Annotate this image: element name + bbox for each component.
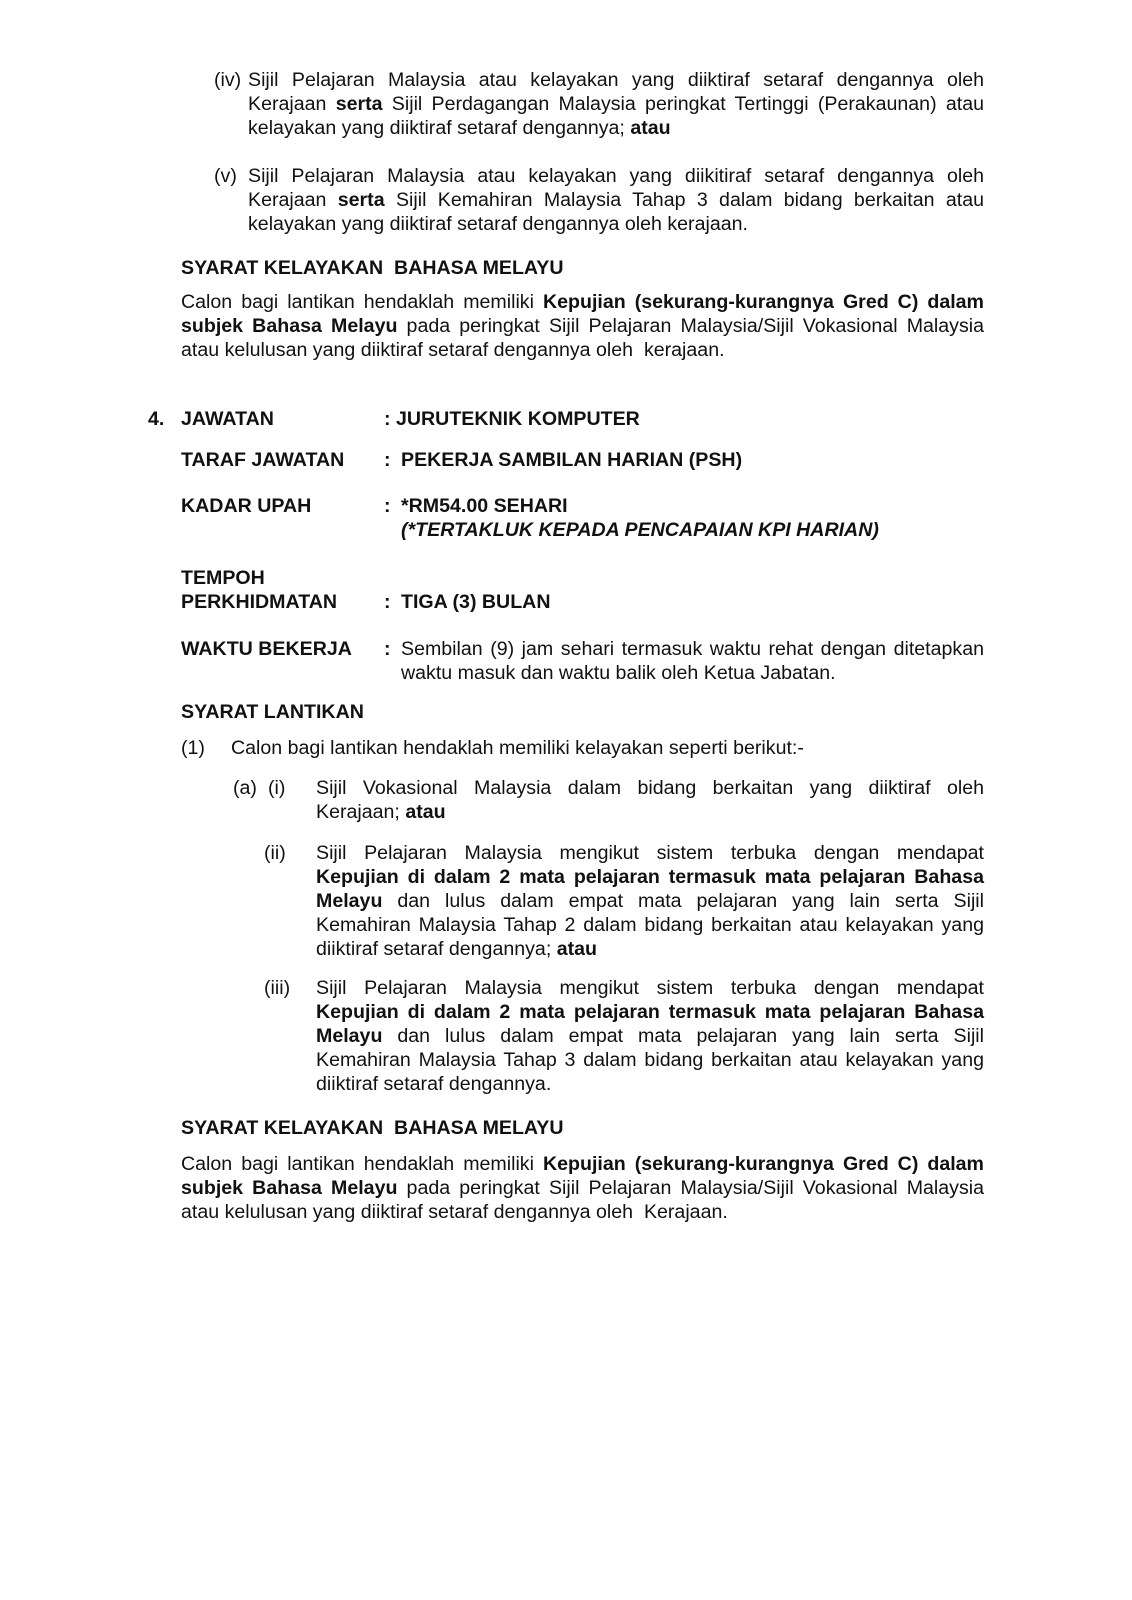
text-run: Sijil Perdagangan Malaysia peringkat Tertinggi (Perakaunan) atau kelayakan yang diiktiraf setaraf dengannya; bbox=[248, 93, 984, 139]
bold-run: atau bbox=[556, 938, 598, 960]
bold-run: atau bbox=[405, 801, 446, 823]
bold-run: serta bbox=[337, 189, 385, 211]
bold-run: serta bbox=[335, 93, 383, 115]
text-run: Calon bagi lantikan hendaklah memiliki bbox=[181, 291, 543, 313]
kadar-label: KADAR UPAH bbox=[181, 495, 312, 517]
text-run: Sijil Kemahiran Malaysia Tahap 3 dalam bidang berkaitan atau kelayakan yang diiktiraf setaraf dengannya oleh kerajaan. bbox=[248, 189, 984, 235]
sub-item-iii-marker: (iii) bbox=[264, 977, 291, 999]
text-run: Sijil Pelajaran Malaysia mengikut sistem terbuka dengan mendapat bbox=[316, 842, 984, 864]
section-number: 4. bbox=[148, 408, 165, 430]
text-run: Calon bagi lantikan hendaklah memiliki bbox=[181, 1153, 543, 1175]
text-run: dan lulus dalam empat mata pelajaran yang lain serta Sijil Kemahiran Malaysia Tahap 3 dalam bidang berkaitan atau kelayakan yang diiktiraf setaraf dengannya. bbox=[316, 1025, 984, 1095]
bm-paragraph-1 bbox=[181, 290, 990, 362]
item-1-marker: (1) bbox=[181, 737, 205, 759]
sub-item-ii-marker: (ii) bbox=[264, 842, 286, 864]
tempoh-label-line2: PERKHIDMATAN bbox=[181, 591, 338, 613]
kadar-note: (*TERTAKLUK KEPADA PENCAPAIAN KPI HARIAN) bbox=[401, 519, 879, 541]
waktu-value: Sembilan (9) jam sehari termasuk waktu rehat dengan ditetapkan waktu masuk dan waktu balik oleh Ketua Jabatan. bbox=[401, 638, 984, 684]
bold-run: Kepujian di dalam 2 mata pelajaran termasuk mata pelajaran Bahasa Melayu bbox=[316, 1001, 984, 1047]
list-marker-v: (v) bbox=[214, 165, 237, 187]
kadar-value: *RM54.00 SEHARI bbox=[401, 495, 568, 517]
text-run: Sijil Pelajaran Malaysia atau kelayakan yang diiktiraf setaraf dengannya oleh Kerajaan bbox=[248, 69, 984, 115]
sub-item-i-text bbox=[316, 776, 984, 824]
jawatan-value: : JURUTEKNIK KOMPUTER bbox=[384, 408, 640, 430]
taraf-value: PEKERJA SAMBILAN HARIAN (PSH) bbox=[401, 449, 743, 471]
bm-paragraph-2 bbox=[181, 1152, 990, 1224]
waktu-colon: : bbox=[384, 638, 391, 660]
text-run: pada peringkat Sijil Pelajaran Malaysia/Sijil Vokasional Malaysia atau kelulusan yang diiktiraf setaraf dengannya oleh Kerajaan. bbox=[181, 1177, 990, 1223]
sub-a-marker: (a) bbox=[233, 777, 257, 799]
item-1-text: Calon bagi lantikan hendaklah memiliki kelayakan seperti berikut:- bbox=[231, 737, 804, 759]
bm-heading-2: SYARAT KELAYAKAN BAHASA MELAYU bbox=[181, 1117, 564, 1139]
list-marker-iv: (iv) bbox=[214, 69, 242, 91]
list-item-iv bbox=[248, 68, 984, 140]
list-item-v bbox=[248, 164, 984, 236]
bold-run: Kepujian (sekurang-kurangnya Gred C) dalam subjek Bahasa Melayu bbox=[181, 1153, 990, 1199]
tempoh-label-line1: TEMPOH bbox=[181, 567, 265, 589]
sub-item-ii-text bbox=[316, 841, 984, 961]
tempoh-colon: : bbox=[384, 591, 391, 613]
sub-item-i-marker: (i) bbox=[268, 777, 286, 799]
bold-run: Kepujian (sekurang-kurangnya Gred C) dalam subjek Bahasa Melayu bbox=[181, 291, 990, 337]
tempoh-value: TIGA (3) BULAN bbox=[401, 591, 551, 613]
bm-heading-1: SYARAT KELAYAKAN BAHASA MELAYU bbox=[181, 257, 564, 279]
text-run: Sijil Pelajaran Malaysia atau kelayakan yang diikitiraf setaraf dengannya oleh Kerajaan bbox=[248, 165, 984, 211]
syarat-lantikan-heading: SYARAT LANTIKAN bbox=[181, 701, 364, 723]
text-run: Sijil Pelajaran Malaysia mengikut sistem terbuka dengan mendapat bbox=[316, 977, 984, 999]
bold-run: Kepujian di dalam 2 mata pelajaran termasuk mata pelajaran Bahasa Melayu bbox=[316, 866, 984, 912]
text-run: pada peringkat Sijil Pelajaran Malaysia/Sijil Vokasional Malaysia atau kelulusan yang diiktiraf setaraf dengannya oleh kerajaan. bbox=[181, 315, 990, 361]
kadar-colon: : bbox=[384, 495, 391, 517]
bold-run: atau bbox=[630, 117, 671, 139]
waktu-label: WAKTU BEKERJA bbox=[181, 638, 352, 660]
text-run: Sijil Vokasional Malaysia dalam bidang berkaitan yang diiktiraf oleh Kerajaan; bbox=[316, 777, 984, 823]
jawatan-label: JAWATAN bbox=[181, 408, 274, 430]
taraf-colon: : bbox=[384, 449, 391, 471]
text-run: dan lulus dalam empat mata pelajaran yang lain serta Sijil Kemahiran Malaysia Tahap 2 dalam bidang berkaitan atau kelayakan yang diiktiraf setaraf dengannya; bbox=[316, 890, 984, 960]
sub-item-iii-text bbox=[316, 976, 984, 1096]
taraf-label: TARAF JAWATAN bbox=[181, 449, 345, 471]
